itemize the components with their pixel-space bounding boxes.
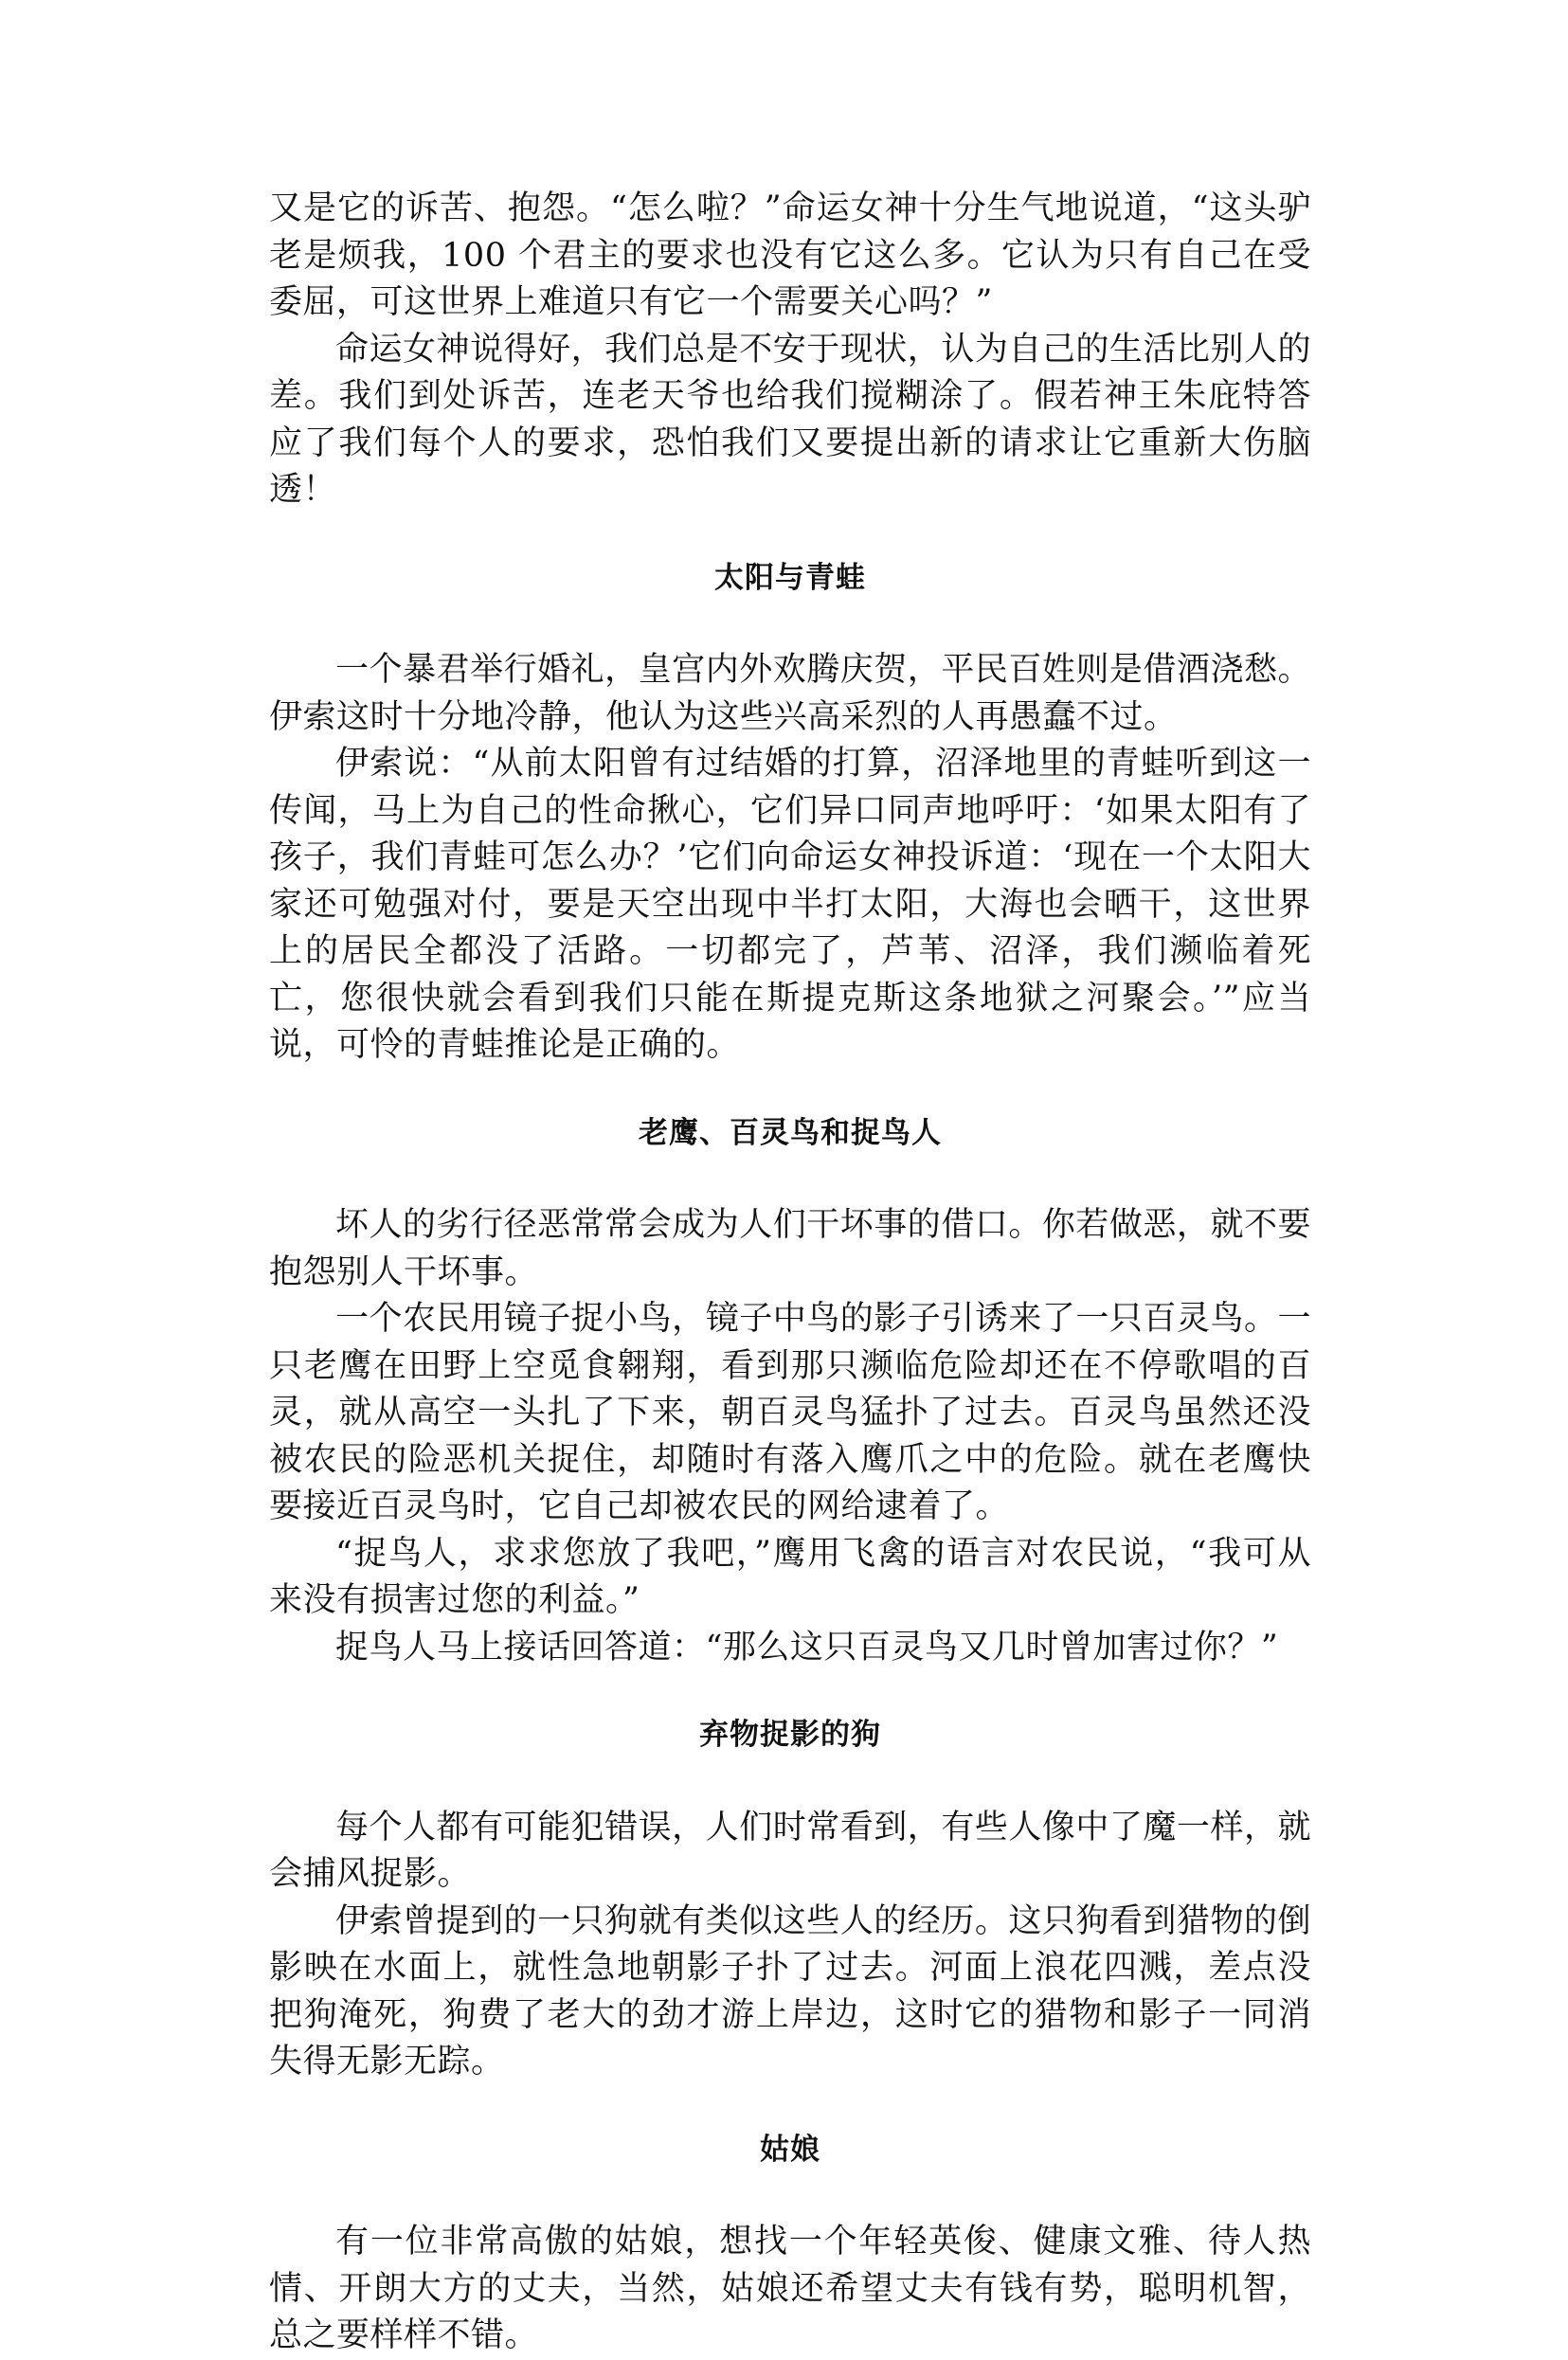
paragraph: 伊索说：“从前太阳曾有过结婚的打算，沼泽地里的青蛙听到这一传闻，马上为自己的性命揪心，它们异口同声地呼吁：‘如果太阳有了孩子，我们青蛙可怎么办？’它们向命运女神投诉道：‘现在一个太阳大家还可勉强对付，要是天空出现中半打太阳，大海也会晒干，这世界上的居民全都没了活路。一切都完了，芦苇、沼泽，我们濒临着死亡，您很快就会看到我们只能在斯提克斯这条地狱之河聚会。’”应当说，可怜的青蛙推论是正确的。: [269, 745, 1311, 1064]
document-page: [269, 186, 1311, 2360]
section-sun-and-frogs: [269, 555, 1311, 1070]
paragraph: 一个农民用镜子捉小鸟，镜子中鸟的影子引诱来了一只百灵鸟。一只老鹰在田野上空觅食翱翔，看到那只濒临危险却还在不停歌唱的百灵，就从高空一头扎了下来，朝百灵鸟猛扑了过去。百灵鸟虽然还没被农民的险恶机关捉住，却随时有落入鹰爪之中的危险。就在老鹰快要接近百灵鸟时，它自己却被农民的网给逮着了。: [269, 1300, 1311, 1525]
paragraph: 命运女神说得好，我们总是不安于现状，认为自己的生活比别人的差。我们到处诉苦，连老天爷也给我们搅糊涂了。假若神王朱庇特答应了我们每个人的要求，恐怕我们又要提出新的请求让它重新大伤脑透！: [269, 330, 1311, 509]
opening-section: [269, 186, 1311, 514]
paragraph: 捉鸟人马上接话回答道：“那么这只百灵鸟又几时曾加害过你？”: [335, 1628, 1279, 1666]
section-eagle-lark-birdcatcher: [269, 1110, 1311, 1672]
paragraph: 有一位非常高傲的姑娘，想找一个年轻英俊、健康文雅、待人热情、开朗大方的丈夫，当然，姑娘还希望丈夫有钱有势，聪明机智，总之要样样不错。: [269, 2223, 1311, 2354]
paragraph: “捉鸟人，求求您放了我吧，”鹰用飞禽的语言对农民说，“我可从来没有损害过您的利益。”: [269, 1534, 1311, 1619]
section-title: 弃物捉影的狗: [699, 1718, 881, 1752]
paragraph: 每个人都有可能犯错误，人们时常看到，有些人像中了魔一样，就会捕风捉影。: [269, 1808, 1311, 1893]
paragraph: 坏人的劣行径恶常常会成为人们干坏事的借口。你若做恶，就不要抱怨别人干坏事。: [269, 1206, 1311, 1291]
paragraph: 又是它的诉苦、抱怨。“怎么啦？”命运女神十分生气地说道，“这头驴老是烦我，100 个君主的要求也没有它这么多。它认为只有自己在受委屈，可这世界上难道只有它一个需要关心吗？”: [269, 189, 1311, 321]
paragraph: 一个暴君举行婚礼，皇宫内外欢腾庆贺，平民百姓则是借酒浇愁。伊索这时十分地冷静，他认为这些兴高采烈的人再愚蠢不过。: [269, 651, 1311, 736]
section-title: 太阳与青蛙: [714, 560, 866, 595]
section-title: 姑娘: [760, 2132, 820, 2167]
section-girl: [269, 2127, 1311, 2360]
section-dog-and-shadow: [269, 1712, 1311, 2086]
paragraph: 伊索曾提到的一只狗就有类似这些人的经历。这只狗看到猎物的倒影映在水面上，就性急地朝影子扑了过去。河面上浪花四溅，差点没把狗淹死，狗费了老大的劲才游上岸边，这时它的猎物和影子一同消失得无影无踪。: [269, 1901, 1311, 2081]
section-title: 老鹰、百灵鸟和捉鸟人: [639, 1115, 942, 1150]
